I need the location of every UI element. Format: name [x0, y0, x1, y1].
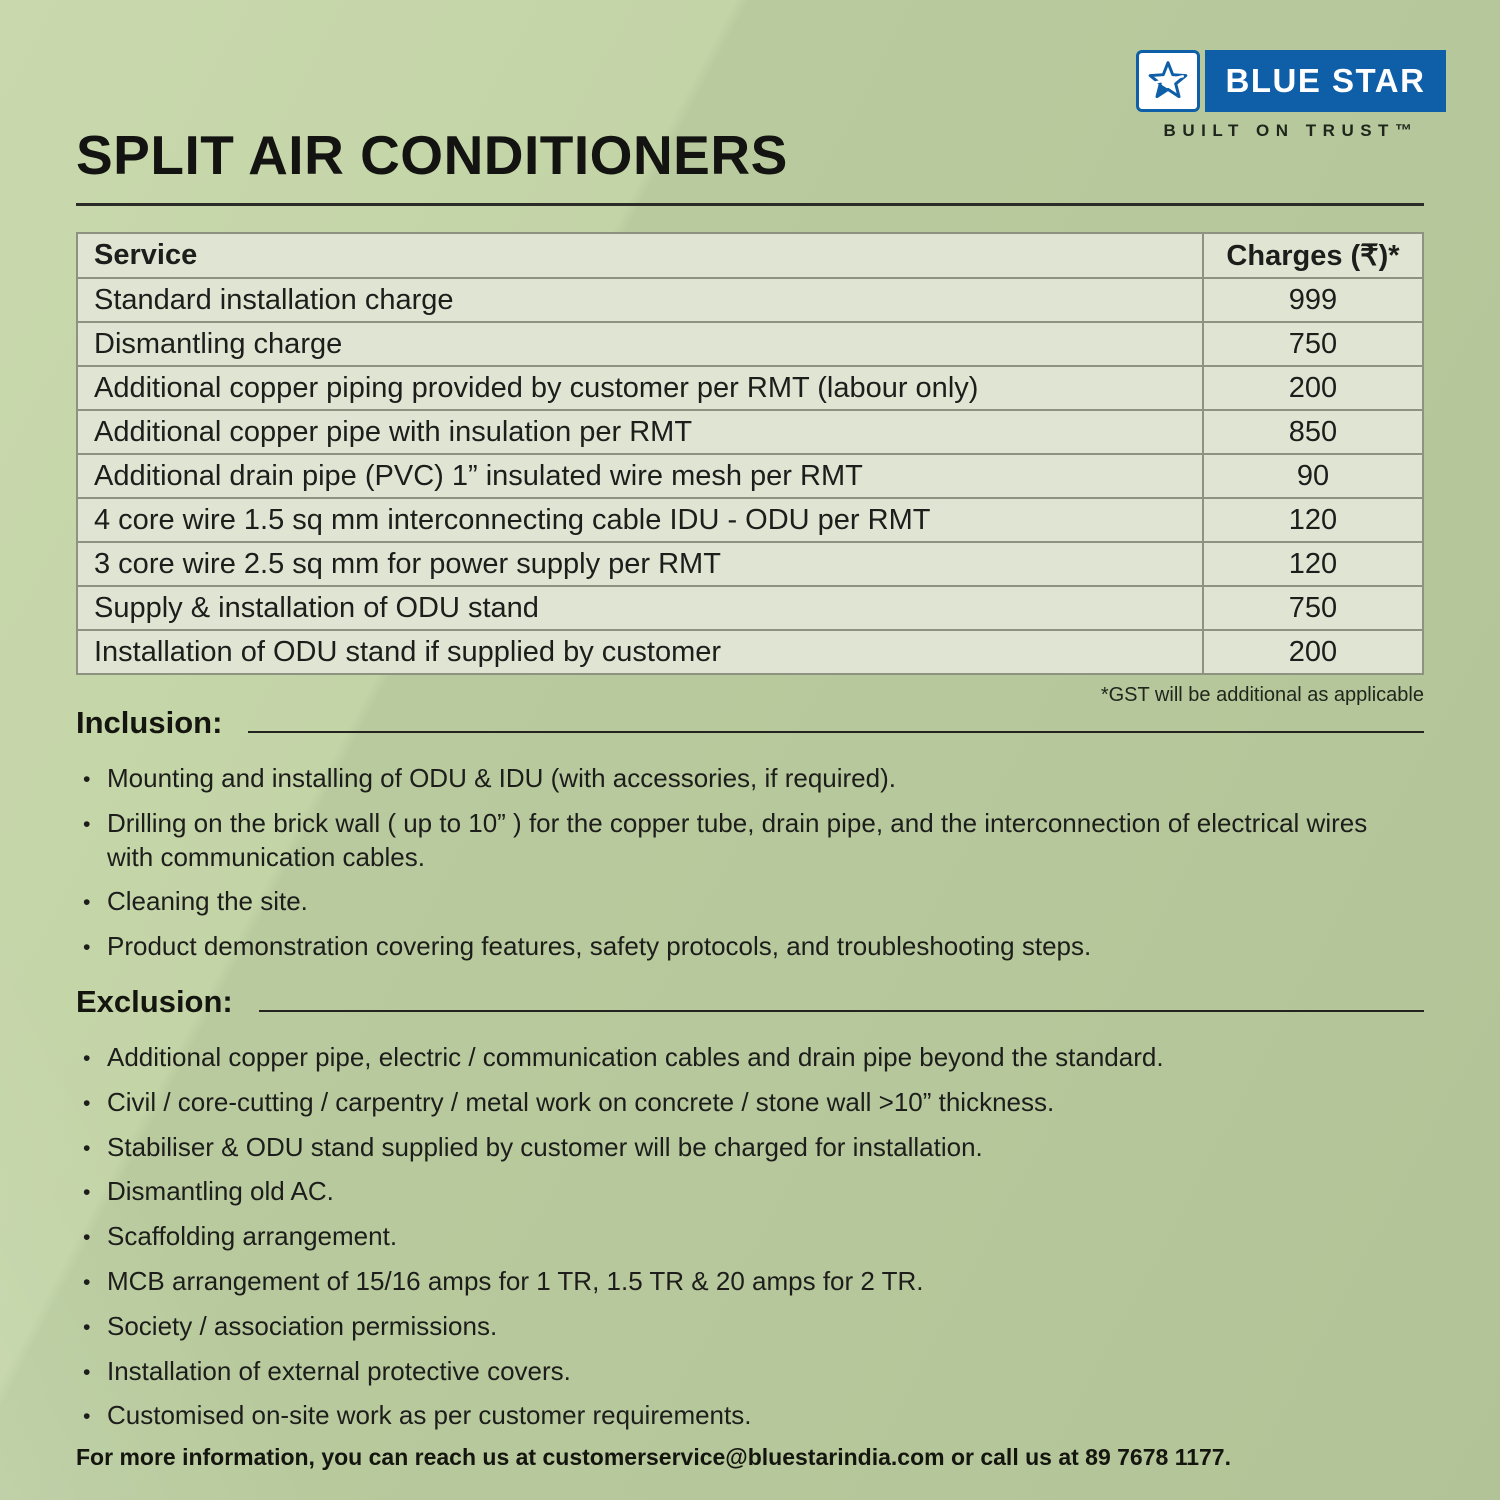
price-table-head — [77, 233, 1423, 278]
charge-cell: 850 — [1203, 410, 1423, 454]
inclusion-item: • Product demonstration covering features, safety protocols, and troubleshooting steps. — [76, 930, 1376, 964]
charge-cell: 200 — [1203, 366, 1423, 410]
service-header: Service — [77, 233, 1203, 278]
inclusion-item: • Cleaning the site. — [76, 885, 1376, 919]
title-rule — [76, 203, 1424, 206]
exclusion-item: • Installation of external protective covers. — [76, 1355, 1376, 1389]
exclusion-item: • Dismantling old AC. — [76, 1175, 1376, 1209]
page-title: SPLIT AIR CONDITIONERS — [76, 124, 788, 186]
gst-note: *GST will be additional as applicable — [1100, 684, 1424, 706]
charge-cell: 999 — [1203, 278, 1423, 322]
charge-cell: 120 — [1203, 542, 1423, 586]
exclusion-list — [76, 1041, 1424, 1433]
exclusion-item: • Stabiliser & ODU stand supplied by customer will be charged for installation. — [76, 1131, 1376, 1165]
table-row — [77, 586, 1423, 630]
exclusion-item: • MCB arrangement of 15/16 amps for 1 TR, 1.5 TR & 20 amps for 2 TR. — [76, 1265, 1376, 1299]
charges-header: Charges (₹)* — [1203, 233, 1423, 278]
charge-cell: 200 — [1203, 630, 1423, 674]
table-row — [77, 278, 1423, 322]
inclusion-item: • Mounting and installing of ODU & IDU (with accessories, if required). — [76, 762, 1376, 796]
price-table — [76, 232, 1424, 675]
exclusion-section-heading — [76, 983, 1424, 1019]
exclusion-item: • Civil / core-cutting / carpentry / metal work on concrete / stone wall >10” thickness. — [76, 1086, 1376, 1120]
inclusion-heading: Inclusion: — [76, 705, 223, 740]
charge-cell: 90 — [1203, 454, 1423, 498]
table-row — [77, 322, 1423, 366]
service-cell: Additional drain pipe (PVC) 1” insulated wire mesh per RMT — [77, 454, 1203, 498]
service-cell: Additional copper piping provided by customer per RMT (labour only) — [77, 366, 1203, 410]
table-row — [77, 410, 1423, 454]
inclusion-section-heading — [76, 707, 1424, 738]
service-cell: Dismantling charge — [77, 322, 1203, 366]
service-cell: Additional copper pipe with insulation per RMT — [77, 410, 1203, 454]
brand-tagline: BUILT ON TRUST™ — [1163, 121, 1419, 140]
table-row — [77, 542, 1423, 586]
price-table-body — [77, 278, 1423, 674]
charge-cell: 750 — [1203, 322, 1423, 366]
table-row — [77, 454, 1423, 498]
exclusion-item: • Additional copper pipe, electric / communication cables and drain pipe beyond the standard. — [76, 1041, 1376, 1075]
service-cell: Supply & installation of ODU stand — [77, 586, 1203, 630]
inclusion-item: • Drilling on the brick wall ( up to 10” ) for the copper tube, drain pipe, and the interconnection of electrical wires with communication cables. — [76, 807, 1376, 875]
exclusion-item: • Customised on-site work as per customer requirements. — [76, 1399, 1376, 1433]
exclusion-item: • Society / association permissions. — [76, 1310, 1376, 1344]
brand-wordmark: BLUE STAR — [1225, 62, 1426, 99]
service-cell: Standard installation charge — [77, 278, 1203, 322]
table-row — [77, 366, 1423, 410]
inclusion-list — [76, 762, 1424, 964]
charge-cell: 750 — [1203, 586, 1423, 630]
exclusion-heading: Exclusion: — [76, 983, 233, 1019]
table-row — [77, 498, 1423, 542]
service-cell: Installation of ODU stand if supplied by customer — [77, 630, 1203, 674]
footer-contact-note: For more information, you can reach us at customerservice@bluestarindia.com or call us at 89 7678 1177. — [76, 1444, 1231, 1471]
exclusion-heading-rule — [259, 1010, 1424, 1012]
charge-cell: 120 — [1203, 498, 1423, 542]
service-cell: 3 core wire 2.5 sq mm for power supply per RMT — [77, 542, 1203, 586]
header-row — [77, 233, 1423, 278]
inclusion-heading-rule — [248, 731, 1424, 733]
service-cell: 4 core wire 1.5 sq mm interconnecting cable IDU - ODU per RMT — [77, 498, 1203, 542]
exclusion-item: • Scaffolding arrangement. — [76, 1220, 1376, 1254]
table-row — [77, 630, 1423, 674]
